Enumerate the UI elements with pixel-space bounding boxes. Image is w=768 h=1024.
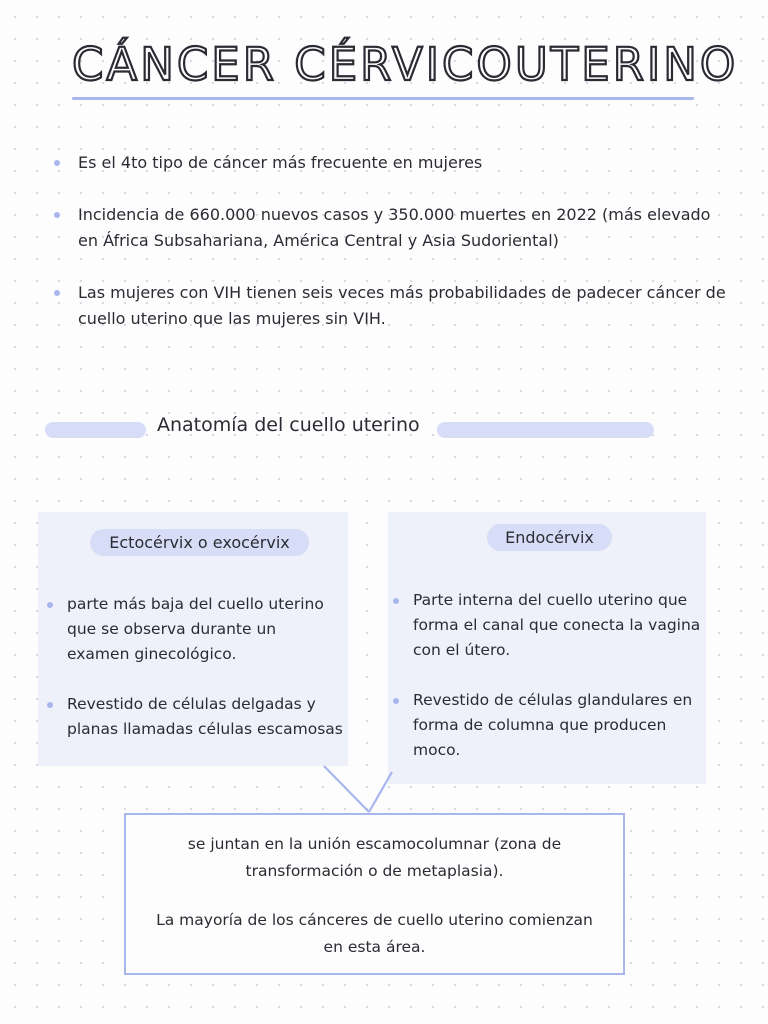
ectocervix-list <box>47 592 343 742</box>
endocervix-point: Revestido de células glandulares en forma de columna que producen moco. <box>393 688 701 763</box>
ectocervix-point: parte más baja del cuello uterino que se observa durante un examen ginecológico. <box>47 592 343 667</box>
ectocervix-heading: Ectocérvix o exocérvix <box>90 529 309 556</box>
summary-box <box>124 813 625 975</box>
summary-text: La mayoría de los cánceres de cuello uterino comienzan en esta área. <box>156 911 593 956</box>
ectocervix-point: Revestido de células delgadas y planas llamadas células escamosas <box>47 692 343 742</box>
endocervix-list <box>393 588 701 763</box>
endocervix-heading: Endocérvix <box>487 524 612 551</box>
section-title: Anatomía del cuello uterino <box>157 414 420 436</box>
section-divider-left <box>45 422 146 438</box>
section-divider-right <box>437 422 654 438</box>
summary-text: se juntan en la unión escamocolumnar (zona de transformación o de metaplasia). <box>187 835 562 880</box>
page-title: CÁNCER CÉRVICOUTERINO <box>72 38 739 91</box>
intro-bullet: Incidencia de 660.000 nuevos casos y 350.000 muertes en 2022 (más elevado en África Subsahariana, América Central y Asia Sudoriental) <box>54 202 734 254</box>
title-underline <box>72 97 694 100</box>
connector-line-left <box>324 766 369 812</box>
endocervix-point: Parte interna del cuello uterino que forma el canal que conecta la vagina con el útero. <box>393 588 701 663</box>
intro-bullet: Las mujeres con VIH tienen seis veces más probabilidades de padecer cáncer de cuello uterino que las mujeres sin VIH. <box>54 280 734 332</box>
intro-bullet-list <box>54 150 734 332</box>
intro-bullet: Es el 4to tipo de cáncer más frecuente en mujeres <box>54 150 734 176</box>
